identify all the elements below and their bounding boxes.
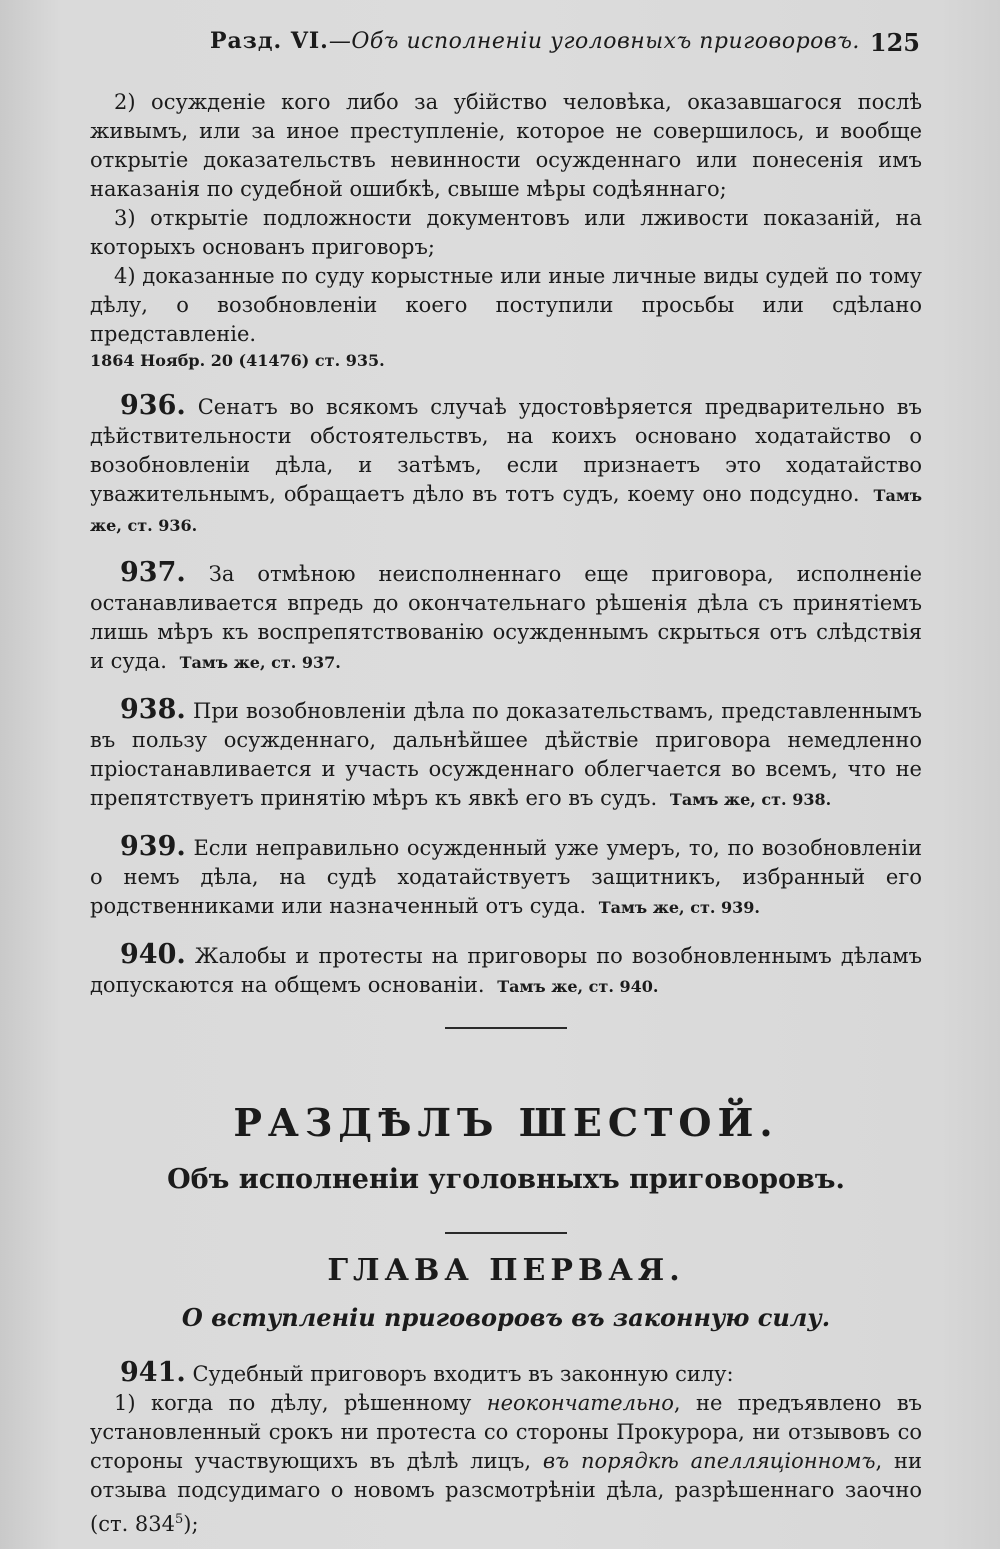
article-number: 938. (120, 694, 186, 725)
article-citation: Тамъ же, ст. 939. (598, 898, 760, 917)
article-citation: Тамъ же, ст. 937. (179, 653, 341, 672)
article-citation: Тамъ же, ст. 940. (497, 977, 659, 996)
article-intro: Судебный приговоръ входитъ въ законную силу: (192, 1362, 734, 1386)
chapter-divider (445, 1232, 567, 1234)
article-text: При возобновленіи дѣла по доказательствамъ, представленнымъ въ пользу осужденнаго, дальнѣйшее дѣйствіе приговора немедленно пріостанавливается и участь осужденнаго облегчается во всемъ, что не препятствуетъ принятію мѣръ къ явкѣ его въ судъ. (90, 699, 922, 810)
article-941 (90, 1358, 922, 1389)
article-text: Если неправильно осужденный уже умеръ, то, по возобновленіи о немъ дѣла, на судѣ ходатайствуетъ защитникъ, избранный его родственниками или назначенный отъ суда. (90, 836, 922, 918)
section-divider (445, 1027, 567, 1029)
page-body (90, 88, 922, 1539)
running-header (90, 28, 920, 58)
chapter-subtitle: О вступленіи приговоровъ въ законную силу. (181, 1303, 831, 1332)
article-940 (90, 940, 922, 1001)
italic-term: неокончательно (486, 1391, 674, 1415)
section-title: —Объ исполненіи уголовныхъ приговоровъ. (328, 29, 860, 54)
item-text: 1) когда по дѣлу, рѣшенному (114, 1391, 487, 1415)
article-935-citation: 1864 Ноябр. 20 (41476) ст. 935. (90, 351, 385, 370)
chapter-title: ГЛАВА ПЕРВАЯ. (327, 1253, 685, 1288)
article-text: За отмѣною неисполненнаго еще приговора, исполненіе останавливается впредь до окончательнаго рѣшенія дѣла съ принятіемъ лишь мѣръ къ воспрепятствованію осужденнымъ скрыться отъ слѣдствія и суда. (90, 562, 922, 673)
article-936 (90, 391, 922, 540)
part-title: РАЗДѢЛЪ ШЕСТОЙ. (233, 1100, 779, 1145)
article-number: 941. (120, 1357, 186, 1388)
part-subtitle: Объ исполненіи уголовныхъ приговоровъ. (167, 1164, 845, 1195)
article-number: 936. (120, 390, 186, 421)
article-number: 939. (120, 831, 186, 862)
page-number: 125 (869, 28, 920, 57)
article-935-item-2: 2) осужденіе кого либо за убійство человѣка, оказавшагося послѣ живымъ, или за иное преступленіе, которое не совершилось, и вообще открытіе доказательствъ невинности осужденнаго или понесенія имъ наказанія по судебной ошибкѣ, свыше мѣры содѣяннаго; (90, 90, 922, 201)
item-text: , не предъявлено въ установленный срокъ ни протеста со стороны Прокурора, ни отзывовъ со стороны участвующихъ въ дѣлѣ лицъ, (90, 1391, 923, 1473)
article-number: 940. (120, 939, 186, 970)
running-title (210, 28, 860, 54)
article-935-item-4: 4) доказанные по суду корыстные или иные личные виды судей по тому дѣлу, о возобновленіи коего поступили просьбы или сдѣлано представленіе. (90, 264, 922, 346)
article-937 (90, 558, 922, 677)
article-number: 937. (120, 557, 186, 588)
article-941-item-1 (90, 1389, 922, 1539)
article-935-item-3: 3) открытіе подложности документовъ или лживости показаній, на которыхъ основанъ приговоръ; (90, 206, 922, 259)
superscript: 5 (175, 1512, 184, 1527)
article-939 (90, 832, 922, 922)
article-938 (90, 695, 922, 814)
item-text: , ни отзыва подсудимаго о новомъ разсмотрѣніи дѣла, разрѣшеннаго заочно (ст. 834 (90, 1449, 923, 1536)
article-citation: Тамъ же, ст. 938. (669, 790, 832, 809)
article-text: Сенатъ во всякомъ случаѣ удостовѣряется предварительно въ дѣйствительности обстоятельствъ, на коихъ основано ходатайство о возобновленіи дѣла, и затѣмъ, если признаетъ это ходатайство уважительнымъ, обращаетъ дѣло въ тотъ судъ, коему оно подсудно. (90, 395, 922, 506)
article-citation: Тамъ же, ст. 936. (90, 486, 922, 535)
item-text: ); (183, 1512, 199, 1536)
italic-term: въ порядкѣ апелляціонномъ (542, 1449, 876, 1473)
section-label: Разд. VI. (210, 28, 329, 54)
article-text: Жалобы и протесты на приговоры по возобновленнымъ дѣламъ допускаются на общемъ основаніи. (90, 944, 922, 997)
